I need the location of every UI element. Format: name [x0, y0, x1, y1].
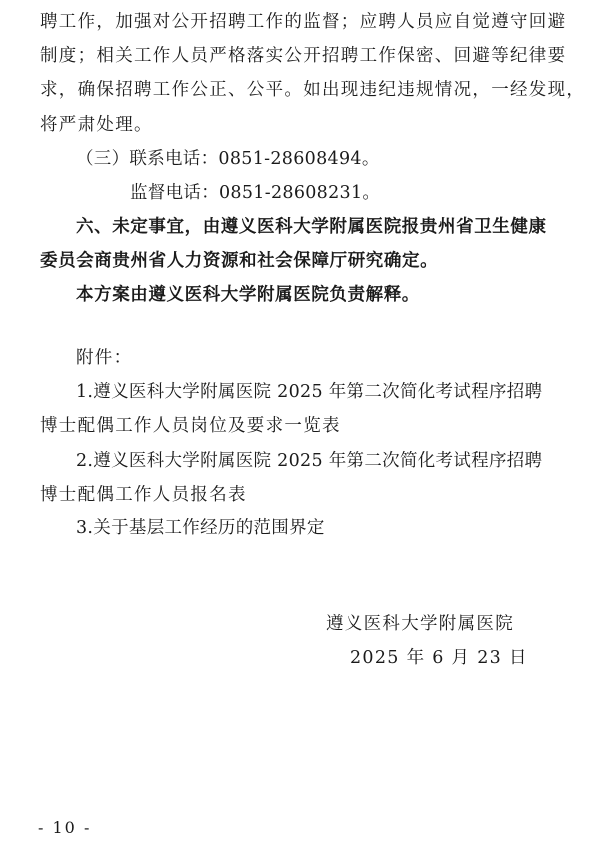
signature-date: 2025 年 6 月 23 日: [350, 648, 528, 668]
interpretation-statement: 本方案由遵义医科大学附属医院负责解释。: [76, 285, 420, 305]
attachment-item: 1.遵义医科大学附属医院 2025 年第二次简化考试程序招聘: [76, 382, 543, 402]
contact-phone: （三）联系电话：0851-28608494。: [76, 149, 380, 169]
section-6-line: 六、未定事宜，由遵义医科大学附属医院报贵州省卫生健康: [76, 217, 547, 237]
attachment-item: 3.关于基层工作经历的范围界定: [76, 518, 325, 538]
attachment-item: 2.遵义医科大学附属医院 2025 年第二次简化考试程序招聘: [76, 451, 543, 471]
attachments-heading: 附件：: [76, 348, 133, 368]
signature-organization: 遵义医科大学附属医院: [326, 614, 514, 634]
body-paragraph-line: 制度；相关工作人员严格落实公开招聘工作保密、回避等纪律要: [40, 46, 567, 66]
attachment-item-continued: 博士配偶工作人员岗位及要求一览表: [40, 416, 341, 436]
section-6-line: 委员会商贵州省人力资源和社会保障厅研究确定。: [40, 251, 439, 271]
supervision-phone: 监督电话：0851-28608231。: [130, 183, 381, 203]
page-number: - 10 -: [38, 818, 92, 837]
body-paragraph-line: 将严肃处理。: [40, 115, 153, 135]
body-paragraph-line: 聘工作，加强对公开招聘工作的监督；应聘人员应自觉遵守回避: [40, 12, 567, 32]
attachment-item-continued: 博士配偶工作人员报名表: [40, 485, 247, 505]
body-paragraph-line: 求，确保招聘工作公正、公平。如出现违纪违规情况，一经发现，: [40, 80, 586, 100]
